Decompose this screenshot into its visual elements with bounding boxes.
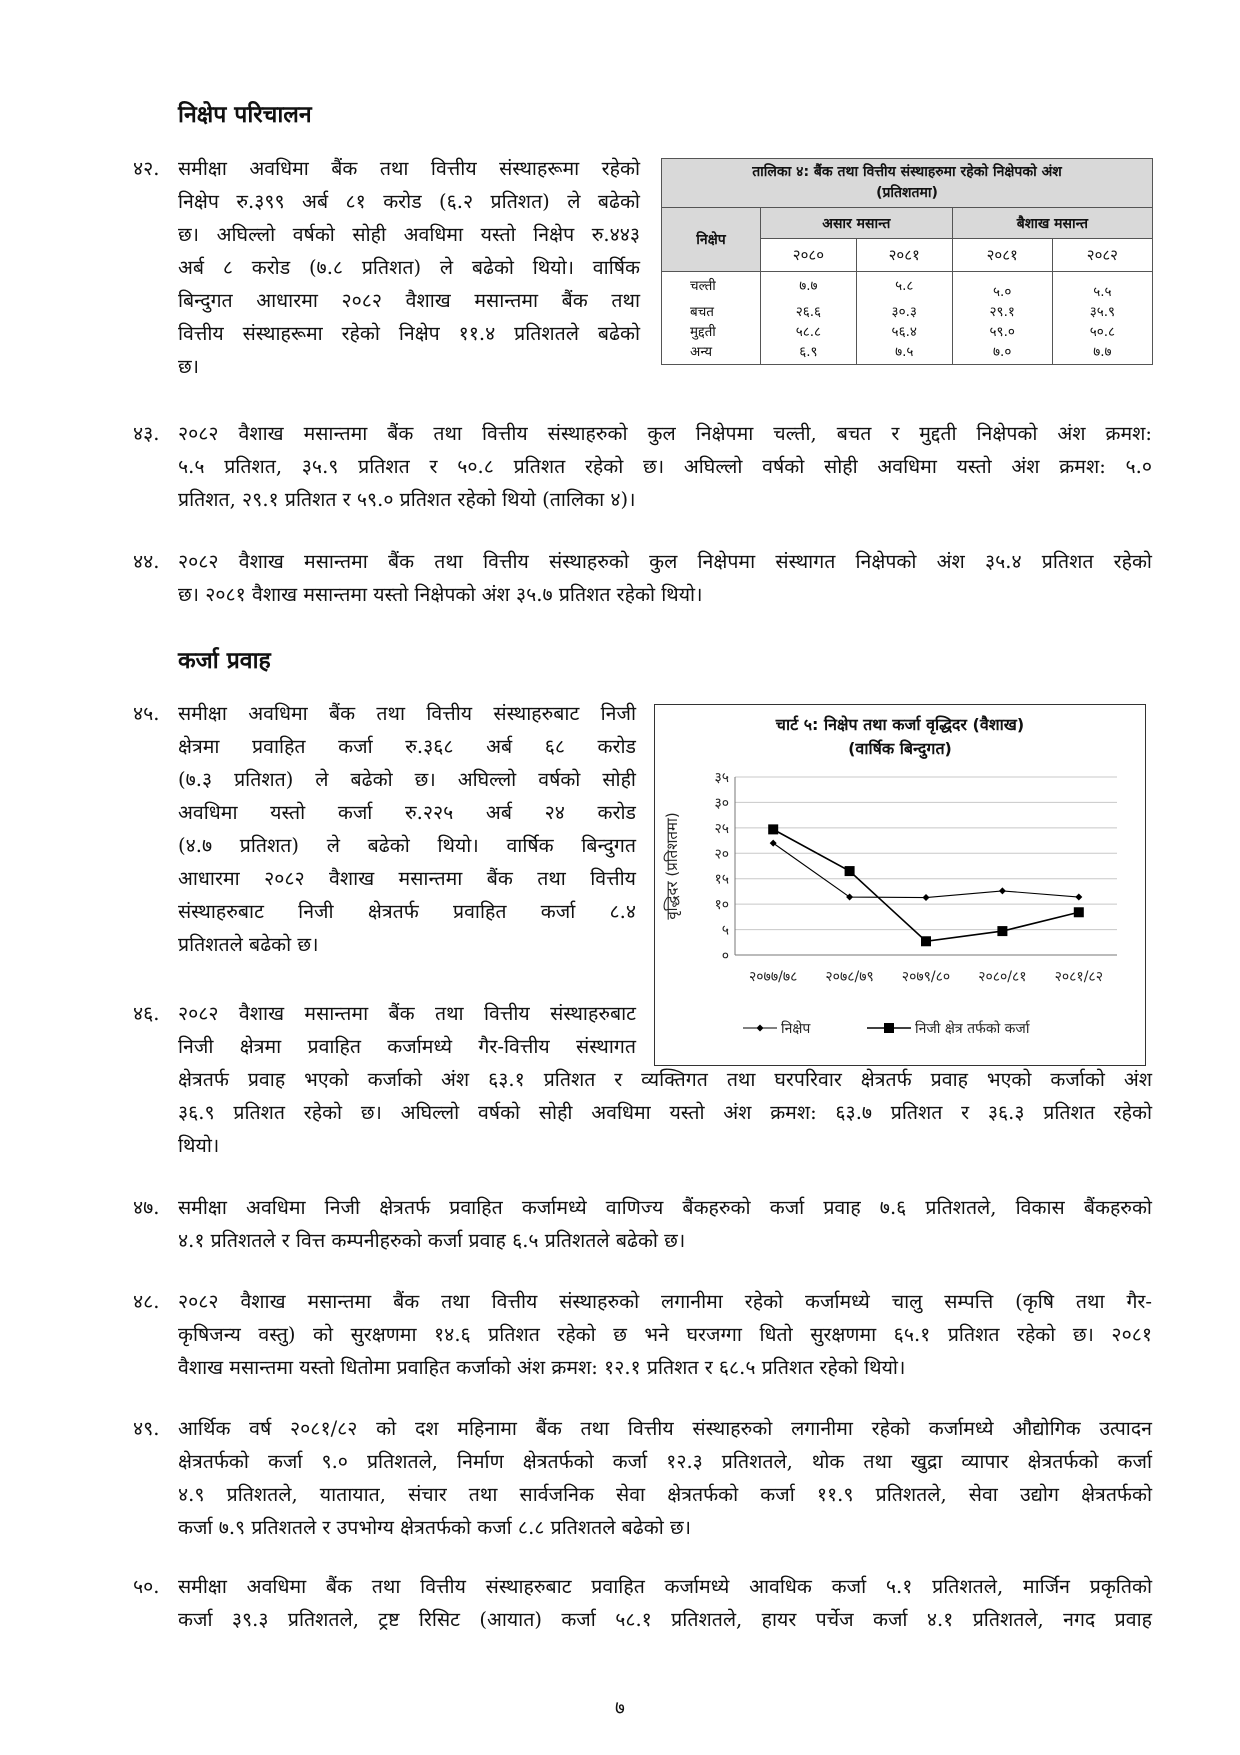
- chart-y-tick-label: २५: [714, 820, 729, 837]
- chart-y-tick-label: १५: [714, 871, 729, 888]
- paragraph-50: [178, 1570, 1152, 1636]
- chart-legend-marker: [884, 1023, 894, 1033]
- table-row-label: चल्ती: [690, 278, 716, 294]
- table-cell: २९.१: [989, 304, 1015, 320]
- chart-y-tick-label: ५: [721, 922, 729, 939]
- paragraph-42: [178, 152, 640, 383]
- paragraph-line: क्षेत्रमा प्रवाहित कर्जा रु.३६८ अर्ब ६८ करोड: [178, 735, 636, 758]
- chart-legend-label: निक्षेप: [781, 1021, 811, 1037]
- chart-legend-label: निजी क्षेत्र तर्फको कर्जा: [915, 1021, 1030, 1037]
- paragraph-line: आधारमा २०८२ वैशाख मसान्तमा बैंक तथा वित्तीय: [178, 867, 636, 890]
- paragraph-line: समीक्षा अवधिमा बैंक तथा वित्तीय संस्थाहरुबाट प्रवाहित कर्जामध्ये आवधिक कर्जा ५.१ प्रतिशतले, मार्जिन प्रकृतिको: [178, 1575, 1152, 1598]
- paragraph-line: निजी क्षेत्रमा प्रवाहित कर्जामध्ये गैर-वित्तीय संस्थागत: [178, 1035, 636, 1058]
- table-cell: ७.०: [993, 344, 1012, 360]
- table-row-label: बचत: [690, 304, 714, 320]
- paragraph-line: ४.९ प्रतिशतले, यातायात, संचार तथा सार्वजनिक सेवा क्षेत्रतर्फको कर्जा ११.९ प्रतिशतले, सेवा उद्योग क्षेत्रतर्फको: [178, 1483, 1152, 1506]
- paragraph-line: समीक्षा अवधिमा बैंक तथा वित्तीय संस्थाहरूमा रहेको: [178, 157, 640, 180]
- table-cell: ५०.८: [1089, 324, 1116, 340]
- paragraph-line: छ। अघिल्लो वर्षको सोही अवधिमा यस्तो निक्षेप रु.४४३: [178, 223, 640, 246]
- paragraph-line: छ।: [178, 355, 200, 378]
- table-year-header: २०८१: [952, 239, 1052, 272]
- paragraph-line: निक्षेप रु.३९९ अर्ब ८१ करोड (६.२ प्रतिशत) ले बढेको: [178, 190, 640, 213]
- paragraph-47: [178, 1191, 1152, 1257]
- paragraph-line: प्रतिशत, २९.१ प्रतिशत र ५९.० प्रतिशत रहेको थियो (तालिका ४)।: [178, 488, 636, 511]
- table-cell: ७.७: [1093, 344, 1112, 360]
- paragraph-line: संस्थाहरुबाट निजी क्षेत्रतर्फ प्रवाहित कर्जा ८.४: [178, 900, 636, 923]
- chart-data-point: [997, 926, 1007, 936]
- table-value-column: [1052, 272, 1152, 365]
- paragraph-line: प्रतिशतले बढेको छ।: [178, 933, 319, 956]
- paragraph-line: वैशाख मसान्तमा यस्तो धितोमा प्रवाहित कर्जाको अंश क्रमश: १२.१ प्रतिशत र ६८.५ प्रतिशत रहेको थियो।: [178, 1356, 906, 1379]
- paragraph-line: कृषिजन्य वस्तु) को सुरक्षणमा १४.६ प्रतिशत रहेको छ भने घरजग्गा धितो सुरक्षणमा ६५.१ प्रतिशत रहेको छ। २०८१: [178, 1323, 1152, 1346]
- paragraph-line: ५.५ प्रतिशत, ३५.९ प्रतिशत र ५०.८ प्रतिशत रहेको छ। अघिल्लो वर्षको सोही अवधिमा यस्तो अंश क्रमश: ५.०: [178, 455, 1152, 478]
- para-number-42: ४२.: [133, 157, 160, 180]
- chart-y-tick-label: १०: [714, 897, 729, 914]
- table-cell: ३०.३: [891, 304, 917, 320]
- table-row-label: मुद्दती: [690, 324, 716, 340]
- paragraph-45: [178, 697, 636, 961]
- paragraph-line: (४.७ प्रतिशत) ले बढेको थियो। वार्षिक बिन्दुगत: [178, 834, 636, 857]
- paragraph-line: ३६.९ प्रतिशत रहेको छ। अघिल्लो वर्षको सोही अवधिमा यस्तो अंश क्रमश: ६३.७ प्रतिशत र ३६.३ प्रतिशत रहेको: [178, 1101, 1152, 1124]
- chart-data-point: [921, 936, 931, 946]
- table-row-header: निक्षेप: [662, 208, 761, 272]
- chart-data-point: [846, 894, 853, 901]
- table-year-header: २०८०: [761, 239, 857, 272]
- chart-y-tick-label: २०: [714, 846, 729, 863]
- chart-x-tick-label: २०८०/८१: [978, 969, 1027, 985]
- section-heading-credit: कर्जा प्रवाह: [178, 648, 271, 674]
- chart-data-point: [1075, 894, 1082, 901]
- chart-data-point: [770, 840, 777, 847]
- chart-data-point: [999, 887, 1006, 894]
- chart-y-tick-label: ०: [721, 948, 729, 964]
- chart-subtitle: (वार्षिक बिन्दुगत): [848, 739, 952, 758]
- chart-data-point: [845, 866, 855, 876]
- para-number-43: ४३.: [133, 422, 160, 445]
- paragraph-line: आर्थिक वर्ष २०८१/८२ को दश महिनामा बैंक तथा वित्तीय संस्थाहरुको लगानीमा रहेको कर्जामध्ये औद्योगिक उत्पादन: [178, 1417, 1152, 1440]
- table-value-column: [761, 272, 857, 365]
- paragraph-line: अवधिमा यस्तो कर्जा रु.२२५ अर्ब २४ करोड: [178, 801, 636, 824]
- para-number-44: ४४.: [133, 550, 160, 573]
- table-cell: ५६.४: [891, 324, 917, 340]
- paragraph-line: क्षेत्रतर्फ प्रवाह भएको कर्जाको अंश ६३.१ प्रतिशत र व्यक्तिगत तथा घरपरिवार क्षेत्रतर्फ प्रवाह भएको कर्जाको अंश: [178, 1068, 1152, 1091]
- paragraph-line: २०८२ वैशाख मसान्तमा बैंक तथा वित्तीय संस्थाहरुबाट: [178, 1002, 636, 1025]
- table-label-column: [662, 272, 761, 365]
- para-number-45: ४५.: [133, 702, 160, 725]
- table-year-header: २०८२: [1052, 239, 1152, 272]
- paragraph-46-start: [178, 997, 636, 1063]
- table-cell: ३५.९: [1089, 304, 1116, 320]
- table-cell: २६.६: [795, 304, 822, 320]
- paragraph-43: [178, 417, 1152, 516]
- chart-data-point: [923, 894, 930, 901]
- chart-x-tick-label: २०७९/८०: [901, 969, 951, 985]
- chart-data-point: [1074, 907, 1084, 917]
- chart-x-tick-label: २०७७/७८: [748, 969, 798, 985]
- chart-x-tick-label: २०७८/७९: [825, 969, 874, 985]
- paragraph-46-rest: [178, 1063, 1152, 1162]
- table-group-header: बैशाख मसान्त: [952, 208, 1152, 239]
- table-cell: ५८.८: [795, 324, 822, 340]
- deposit-share-table: [661, 158, 1153, 365]
- paragraph-line: समीक्षा अवधिमा बैंक तथा वित्तीय संस्थाहरुबाट निजी: [178, 702, 636, 725]
- paragraph-line: (७.३ प्रतिशत) ले बढेको छ। अघिल्लो वर्षको सोही: [178, 768, 636, 791]
- paragraph-line: कर्जा ७.९ प्रतिशतले र उपभोग्य क्षेत्रतर्फको कर्जा ८.८ प्रतिशतले बढेको छ।: [178, 1516, 692, 1539]
- table-row-label: अन्य: [690, 344, 713, 360]
- chart-y-tick-label: ३५: [714, 770, 729, 786]
- table-cell: ६.९: [799, 344, 818, 360]
- paragraph-line: २०८२ वैशाख मसान्तमा बैंक तथा वित्तीय संस्थाहरुको कुल निक्षेपमा संस्थागत निक्षेपको अंश ३५.४ प्रतिशत रहेको: [178, 550, 1152, 573]
- table-caption-line: (प्रतिशतमा): [876, 185, 938, 201]
- chart-y-axis-label: वृद्धिदर (प्रतिशतमा): [663, 812, 681, 920]
- table-caption-line: तालिका ४: बैंक तथा वित्तीय संस्थाहरुमा रहेको निक्षेपको अंश: [752, 164, 1062, 180]
- para-number-48: ४८.: [133, 1290, 160, 1313]
- table-cell: ५९.०: [989, 324, 1015, 340]
- paragraph-line: कर्जा ३९.३ प्रतिशतले, ट्रष्ट रिसिट (आयात) कर्जा ५८.१ प्रतिशतले, हायर पर्चेज कर्जा ४.१ प्रतिशतले, नगद प्रवाह: [178, 1608, 1152, 1631]
- para-number-50: ५०.: [133, 1575, 160, 1598]
- table-caption: [662, 159, 1153, 208]
- table-cell: ७.७: [799, 278, 818, 294]
- table-cell: ७.५: [895, 344, 914, 360]
- paragraph-line: २०८२ वैशाख मसान्तमा बैंक तथा वित्तीय संस्थाहरुको लगानीमा रहेको कर्जामध्ये चालु सम्पत्ति (कृषि तथा गैर-: [178, 1290, 1152, 1313]
- paragraph-line: बिन्दुगत आधारमा २०८२ वैशाख मसान्तमा बैंक तथा: [178, 289, 640, 312]
- table-value-column: [856, 272, 952, 365]
- chart-data-point: [768, 824, 778, 834]
- chart-plot-area: [655, 705, 1145, 1065]
- table-year-header: २०८१: [856, 239, 952, 272]
- paragraph-line: ४.१ प्रतिशतले र वित्त कम्पनीहरुको कर्जा प्रवाह ६.५ प्रतिशतले बढेको छ।: [178, 1229, 686, 1252]
- paragraph-line: क्षेत्रतर्फको कर्जा ९.० प्रतिशतले, निर्माण क्षेत्रतर्फको कर्जा १२.३ प्रतिशतले, थोक तथा खुद्रा व्यापार क्षेत्रतर्फको कर्जा: [178, 1450, 1152, 1473]
- chart-series-line: [773, 843, 1079, 897]
- section-heading-deposit: निक्षेप परिचालन: [178, 102, 312, 128]
- paragraph-line: समीक्षा अवधिमा निजी क्षेत्रतर्फ प्रवाहित कर्जामध्ये वाणिज्य बैंकहरुको कर्जा प्रवाह ७.६ प्रतिशतले, विकास बैंकहरुको: [178, 1196, 1152, 1219]
- paragraph-48: [178, 1285, 1152, 1384]
- table-cell: ५.०: [993, 284, 1012, 300]
- chart-series-line: [773, 829, 1079, 941]
- table-cell: ५.८: [895, 278, 914, 294]
- chart-y-tick-label: ३०: [714, 795, 729, 812]
- paragraph-49: [178, 1412, 1152, 1544]
- growth-rate-chart: [654, 704, 1146, 1066]
- chart-legend-marker: [757, 1025, 764, 1032]
- para-number-47: ४७.: [133, 1196, 160, 1219]
- paragraph-line: छ। २०८१ वैशाख मसान्तमा यस्तो निक्षेपको अंश ३५.७ प्रतिशत रहेको थियो।: [178, 583, 703, 606]
- table-group-header: असार मसान्त: [761, 208, 953, 239]
- chart-title: चार्ट ५: निक्षेप तथा कर्जा वृद्धिदर (वैशाख): [775, 715, 1025, 734]
- para-number-49: ४९.: [133, 1417, 160, 1440]
- paragraph-line: २०८२ वैशाख मसान्तमा बैंक तथा वित्तीय संस्थाहरुको कुल निक्षेपमा चल्ती, बचत र मुद्दती निक्षेपको अंश क्रमश:: [178, 422, 1152, 445]
- paragraph-line: वित्तीय संस्थाहरूमा रहेको निक्षेप ११.४ प्रतिशतले बढेको: [178, 322, 640, 345]
- page-number: ७: [615, 1697, 625, 1719]
- table-cell: ५.५: [1093, 284, 1112, 300]
- paragraph-line: थियो।: [178, 1134, 220, 1157]
- table-value-column: [952, 272, 1052, 365]
- chart-x-tick-label: २०८१/८२: [1054, 969, 1104, 985]
- paragraph-44: [178, 545, 1152, 611]
- para-number-46: ४६.: [133, 1002, 160, 1025]
- paragraph-line: अर्ब ८ करोड (७.८ प्रतिशत) ले बढेको थियो। वार्षिक: [178, 256, 640, 279]
